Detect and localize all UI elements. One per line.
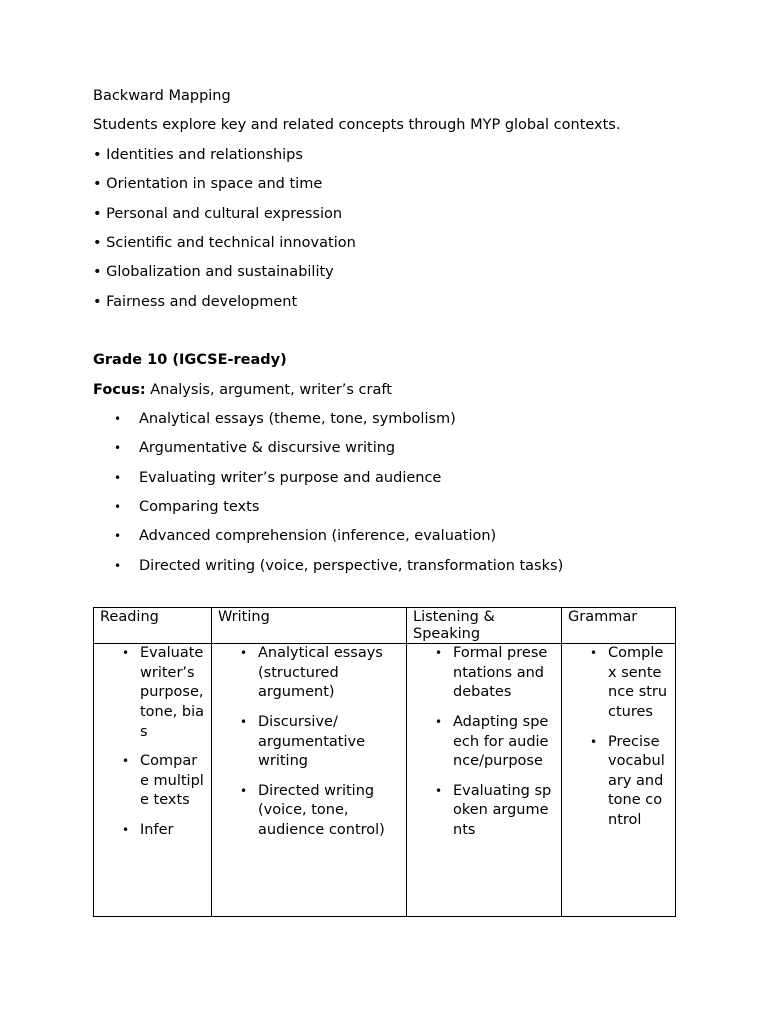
list-item: • Comparing texts [93,497,693,526]
spacer [93,321,693,350]
header-reading: Reading [94,608,212,644]
list-item: • Analytical essays (structured argument) [218,644,400,703]
grade-focus-list [93,409,693,585]
context-item: • Scientific and technical innovation [93,234,356,251]
list-item: • Complex sentence structures [568,644,669,722]
list-item: • Discursive/ argumentative writing [218,713,400,772]
grammar-list [568,644,669,830]
grammar-cell [562,644,676,917]
list-item: • Adapting speech for audience/purpose [413,713,555,772]
list-item: • Directed writing (voice, tone, audience control) [218,782,400,841]
list-item: • Evaluate writer’s purpose, tone, bias [100,644,205,742]
list-item: • Argumentative & discursive writing [93,438,693,467]
context-item: • Orientation in space and time [93,176,323,193]
list-item: • Formal presentations and debates [413,644,555,703]
list-item: • Infer [100,821,205,841]
context-item: • Personal and cultural expression [93,205,343,222]
context-item: • Identities and relationships [93,146,303,163]
list-item: • Precise vocabulary and tone control [568,733,669,831]
listening-speaking-list [413,644,555,840]
reading-list [100,644,205,840]
header-listening-speaking: Listening & Speaking [407,608,562,644]
document-page [93,86,693,917]
list-item: • Evaluating writer’s purpose and audience [93,468,693,497]
table-row [94,644,676,917]
list-item: • Evaluating spoken arguments [413,782,555,841]
list-item: • Advanced comprehension (inference, evaluation) [93,526,693,555]
listening-speaking-cell [407,644,562,917]
skills-table [93,607,676,917]
writing-cell [212,644,407,917]
focus-text: Analysis, argument, writer’s craft [145,381,392,398]
reading-cell [94,644,212,917]
context-item: • Fairness and development [93,293,298,310]
list-item: • Directed writing (voice, perspective, transformation tasks) [93,556,693,585]
document-title: Backward Mapping [93,88,231,104]
grade-heading: Grade 10 (IGCSE-ready) [93,352,287,369]
intro-description: Students explore key and related concepts through MYP global contexts. [93,117,621,134]
header-grammar: Grammar [562,608,676,644]
context-item: • Globalization and sustainability [93,264,334,281]
header-writing: Writing [212,608,407,644]
table-header-row [94,608,676,644]
writing-list [218,644,400,840]
list-item: • Compare multiple texts [100,752,205,811]
spacer [93,585,693,607]
focus-line [93,380,693,409]
focus-label: Focus: [93,381,146,398]
list-item: • Analytical essays (theme, tone, symbolism) [93,409,693,438]
